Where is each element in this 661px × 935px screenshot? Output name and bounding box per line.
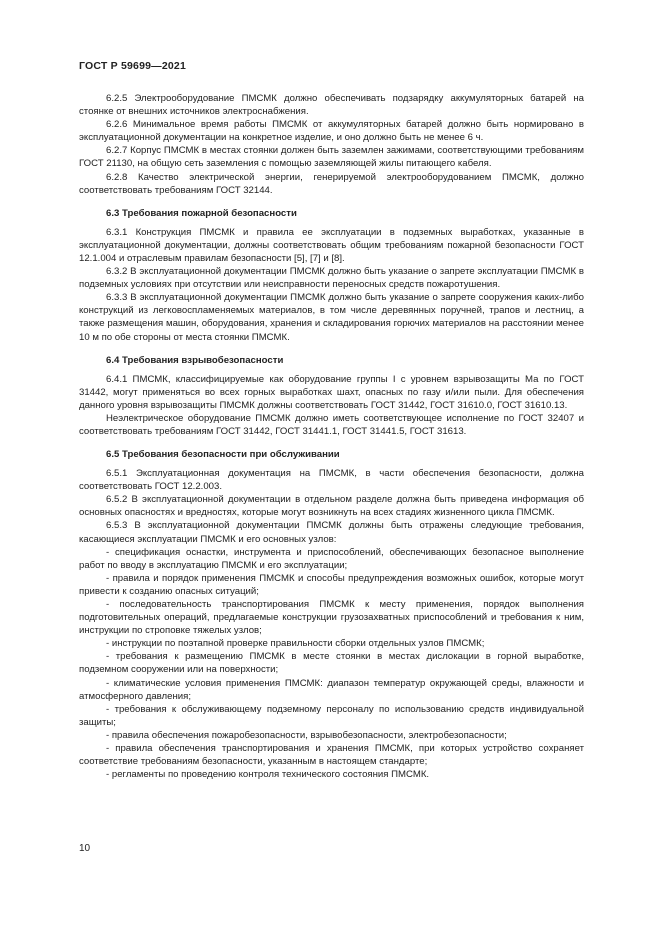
paragraph: 6.2.6 Минимальное время работы ПМСМК от аккумуляторных батарей должно быть нормировано в эксплуатационной документации на конкретное изделие, и оно должно быть не менее 6 ч. bbox=[79, 119, 584, 144]
paragraph: 6.3.2 В эксплуатационной документации ПМСМК должно быть указание о запрете эксплуатации ПМСМК в подземных условиях при отсутствии или неисправности переносных средств пожаротушения. bbox=[79, 266, 584, 291]
list-item: - правила обеспечения транспортирования и хранения ПМСМК, при которых устройство сохраняет соответствие требованиям безопасности, указанным в настоящем стандарте; bbox=[79, 743, 584, 768]
paragraph: 6.3.3 В эксплуатационной документации ПМСМК должно быть указание о запрете сооружения каких-либо конструкций из легковоспламеняемых материалов, в том числе деревянных поручней, трапов и лестниц, а также размещения машин, оборудования, хранения и складирования горючих материалов на расстоянии менее 10 м по обе стороны от места стоянки ПМСМК. bbox=[79, 292, 584, 343]
section-heading: 6.3 Требования пожарной безопасности bbox=[106, 207, 297, 219]
paragraph: 6.2.5 Электрооборудование ПМСМК должно обеспечивать подзарядку аккумуляторных батарей на стоянке от внешних источников электроснабжения. bbox=[79, 93, 584, 118]
paragraph: Неэлектрическое оборудование ПМСМК должно иметь соответствующее исполнение по ГОСТ 32407 и соответствовать требованиям ГОСТ 31442, ГОСТ 31441.1, ГОСТ 31441.5, ГОСТ 31613. bbox=[79, 412, 584, 437]
paragraph: 6.2.7 Корпус ПМСМК в местах стоянки должен быть заземлен зажимами, соответствующими требованиям ГОСТ 21130, на общую сеть заземления с помощью заземляющей жилы питающего кабеля. bbox=[79, 145, 584, 170]
document-body bbox=[79, 92, 584, 781]
list-item: - регламенты по проведению контроля технического состояния ПМСМК. bbox=[106, 769, 430, 781]
paragraph: 6.3.1 Конструкция ПМСМК и правила ее эксплуатации в подземных выработках, указанные в эксплуатационной документации, должны соответствовать общим требованиям пожарной безопасности ГОСТ 12.1.004 и отраслевым правилам безопасности [5], [7] и [8]. bbox=[79, 226, 584, 264]
list-item: - спецификация оснастки, инструмента и приспособлений, обеспечивающих безопасное выполнение работ по вводу в эксплуатацию ПМСМК и его эксплуатации; bbox=[79, 546, 584, 571]
paragraph: 6.5.2 В эксплуатационной документации в отдельном разделе должна быть приведена информация об основных опасностях и вредностях, которые могут возникнуть на всех стадиях жизненного цикла ПМСМК. bbox=[79, 494, 584, 519]
list-item: - климатические условия применения ПМСМК: диапазон температур окружающей среды, влажности и атмосферного давления; bbox=[79, 677, 584, 702]
section-heading: 6.5 Требования безопасности при обслуживании bbox=[106, 449, 340, 461]
paragraph: 6.2.8 Качество электрической энергии, генерируемой электрооборудованием ПМСМК, должно соответствовать требованиям ГОСТ 32144. bbox=[79, 171, 584, 196]
list-item: - правила и порядок применения ПМСМК и способы предупреждения возможных ошибок, которые могут привести к созданию опасных ситуаций; bbox=[79, 572, 584, 597]
list-item: - последовательность транспортирования ПМСМК к месту применения, порядок выполнения подготовительных операций, предлагаемые конструкции грузозахватных приспособлений и требования к ним, инструкции по строповке тяжелых узлов; bbox=[79, 599, 584, 637]
list-item: - правила обеспечения пожаробезопасности, взрывобезопасности, электробезопасности; bbox=[106, 729, 507, 741]
paragraph: 6.5.3 В эксплуатационной документации ПМСМК должны быть отражены следующие требования, касающиеся эксплуатации ПМСМК и его основных узлов: bbox=[79, 520, 584, 545]
page-number: 10 bbox=[79, 843, 91, 854]
section-heading: 6.4 Требования взрывобезопасности bbox=[106, 354, 284, 366]
list-item: - инструкции по поэтапной проверке правильности сборки отдельных узлов ПМСМК; bbox=[106, 638, 485, 650]
paragraph: 6.4.1 ПМСМК, классифицируемые как оборудование группы I с уровнем взрывозащиты Ма по ГОСТ 31442, могут применяться во всех горных выработках шахт, опасных по газу и/или пыли. Для обеспечения данного уровня взрывозащиты ПМСМК должны соответствовать ГОСТ 31442, ГОСТ 31610.0, ГОСТ 31610.13. bbox=[79, 373, 584, 411]
list-item: - требования к размещению ПМСМК в месте стоянки в местах дислокации в горной выработке, подземном сооружении или на поверхности; bbox=[79, 651, 584, 676]
list-item: - требования к обслуживающему подземному персоналу по использованию средств индивидуальной защиты; bbox=[79, 703, 584, 728]
paragraph: 6.5.1 Эксплуатационная документация на ПМСМК, в части обеспечения безопасности, должна соответствовать ГОСТ 12.2.003. bbox=[79, 468, 584, 493]
document-header: ГОСТ Р 59699—2021 bbox=[79, 60, 187, 72]
